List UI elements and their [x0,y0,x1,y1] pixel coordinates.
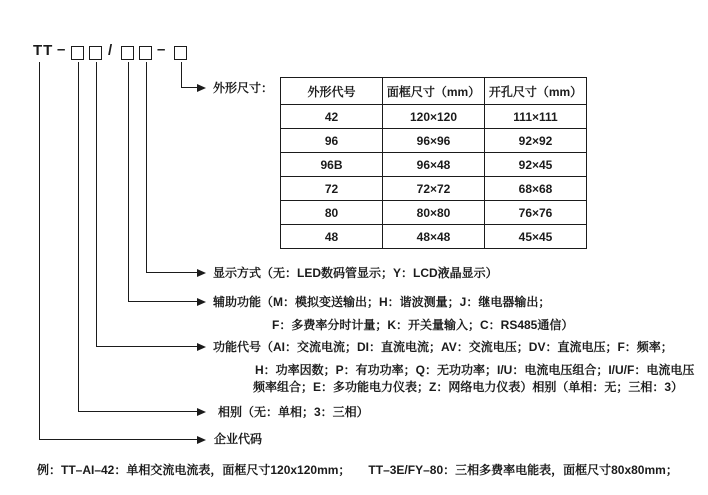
size-table-cell: 96×96 [383,129,485,153]
size-table-cell: 120×120 [383,105,485,129]
size-table-header-2: 开孔尺寸（mm） [485,78,587,105]
leader-vline-display-mode [146,62,147,273]
code-box-outline [174,46,187,60]
example-text: 例：TT–AI–42：单相交流电流表，面框尺寸120x120mm； TT–3E/FY–80：三相多费率电能表，面框尺寸80x80mm； [37,463,678,477]
arrow-icon-display-mode [197,269,206,277]
size-table-cell: 76×76 [485,201,587,225]
leader-vline-phase [78,62,79,412]
size-table-row-72 [281,177,587,201]
leader-hline-aux-function [128,301,198,302]
size-table-cell: 92×45 [485,153,587,177]
label-company-code: 企业代码 [214,432,263,446]
label-function-code-line2: H：功率因数；P：有功功率；Q：无功功率；I/U：电流电压组合；I/U/F：电流电压 [255,363,695,377]
size-table-row-96 [281,129,587,153]
size-table [280,77,587,249]
code-box-phase [71,46,84,60]
size-table-row-42 [281,105,587,129]
size-table-cell: 80 [281,201,383,225]
leader-hline-outline-size [181,87,198,88]
code-box-auxiliary [121,46,134,60]
size-table-cell: 96 [281,129,383,153]
size-table-cell: 111×111 [485,105,587,129]
leader-hline-display-mode [146,272,198,273]
leader-vline-aux-function [128,62,129,302]
label-function-code-line1: 功能代号（AI：交流电流；DI：直流电流；AV：交流电压；DV：直流电压；F：频率； [213,340,673,354]
label-aux-function-line1: 辅助功能（M：模拟变送输出；H：谐波测量；J：继电器输出； [213,295,551,309]
size-table-cell: 42 [281,105,383,129]
size-table-header-1: 面框尺寸（mm） [383,78,485,105]
size-table-row-96B [281,153,587,177]
label-aux-function-line2: F：多费率分时计量；K：开关量输入；C：RS485通信） [272,318,574,332]
size-table-row-80 [281,201,587,225]
leader-hline-phase [78,411,198,412]
code-box-function [89,46,102,60]
code-box-display [139,46,152,60]
arrow-icon-phase [197,408,206,416]
leader-vline-company-code [39,62,40,440]
size-table-cell: 80×80 [383,201,485,225]
code-dash-2: – [157,41,166,58]
size-table-cell: 72×72 [383,177,485,201]
size-table-cell: 96B [281,153,383,177]
arrow-icon-outline-size [197,84,206,92]
size-table-cell: 92×92 [485,129,587,153]
label-function-code-line3: 频率组合；E：多功能电力仪表；Z：网络电力仪表）相别（单相：无；三相：3） [253,380,684,394]
size-table-header-row [281,78,587,105]
size-table-cell: 48×48 [383,225,485,249]
leader-vline-outline-size [181,62,182,88]
arrow-icon-aux-function [197,298,206,306]
leader-vline-function-code [96,62,97,347]
label-phase: 相别（无：单相；3：三相） [218,405,369,419]
label-outline-size: 外形尺寸： [213,81,274,95]
size-table-cell: 68×68 [485,177,587,201]
size-table-cell: 72 [281,177,383,201]
arrow-icon-company-code [197,436,206,444]
size-table-header-0: 外形代号 [281,78,383,105]
leader-hline-function-code [96,346,198,347]
size-table-cell: 96×48 [383,153,485,177]
size-table-row-48 [281,225,587,249]
arrow-icon-function-code [197,343,206,351]
leader-hline-company-code [39,439,198,440]
size-table-cell: 48 [281,225,383,249]
label-display-mode: 显示方式（无：LED数码管显示；Y：LCD液晶显示） [213,266,498,280]
code-slash: / [108,42,113,59]
code-prefix: TT [33,42,54,59]
code-dash-1: – [57,41,66,58]
size-table-cell: 45×45 [485,225,587,249]
